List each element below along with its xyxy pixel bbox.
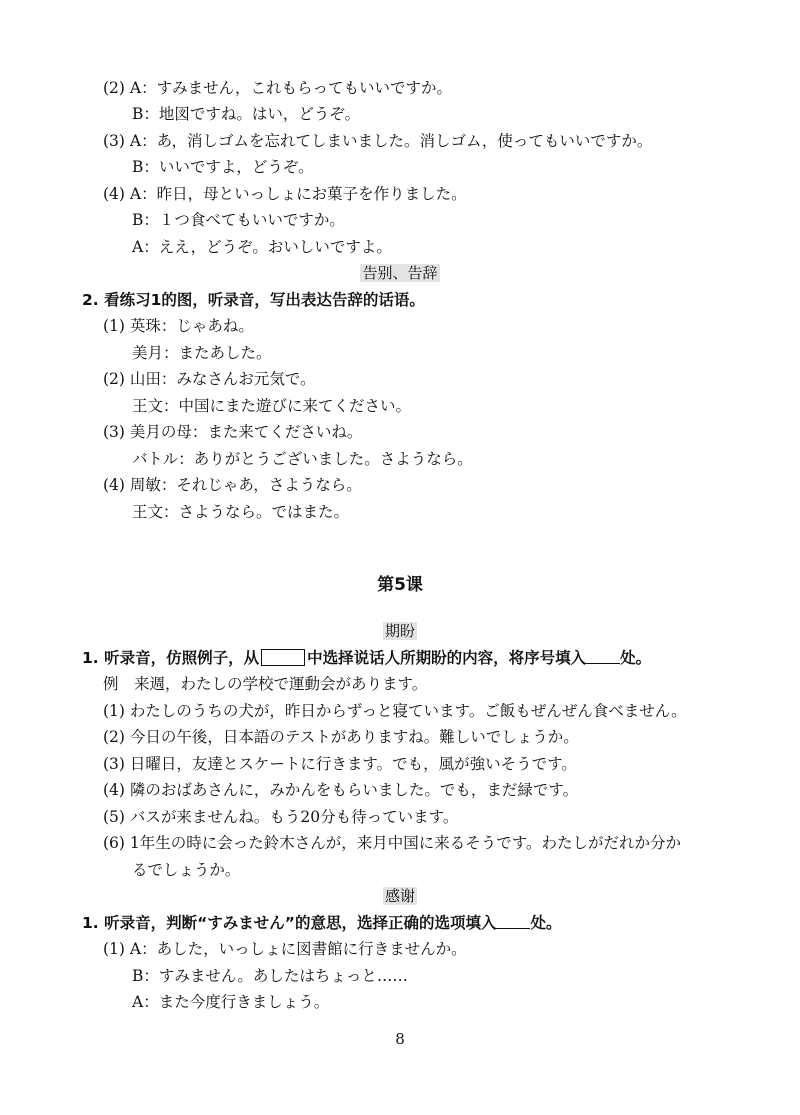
question-2: 2. 看练习1的图，听录音，写出表达告辞的话语。: [82, 291, 425, 309]
dialogue-line: (1) A：あした，いっしょに図書館に行きませんか。: [103, 940, 467, 958]
example-line: 例 来週，わたしの学校で運動会があります。: [103, 675, 428, 693]
dialogue-line: バトル：ありがとうございました。さようなら。: [132, 450, 473, 468]
dialogue-line: B：すみません。あしたはちょっと……: [132, 967, 408, 985]
dialogue-line: B：１つ食べてもいいですか。: [132, 211, 345, 229]
lesson-title: 第5课: [377, 575, 423, 595]
item-line: (3) 日曜日，友達とスケートに行きます。でも，風が強いそうです。: [103, 755, 577, 773]
item-line-continued: るでしょうか。: [132, 861, 241, 879]
item-line: (2) 今日の午後，日本語のテストがありますね。難しいでしょうか。: [103, 728, 579, 746]
section-header-thanks: 感谢: [384, 887, 415, 905]
item-line: (5) バスが来ませんね。もう20分も待っています。: [103, 808, 459, 826]
dialogue-line: (2) 山田：みなさんお元気で。: [103, 370, 316, 388]
answer-blank: [496, 914, 530, 929]
dialogue-line: 美月：またあした。: [132, 344, 272, 362]
dialogue-line: (4) A：昨日，母といっしょにお菓子を作りました。: [103, 185, 467, 203]
section-header-farewell: 告别、告辞: [362, 264, 438, 282]
dialogue-line: 王文：さようなら。ではまた。: [132, 503, 350, 521]
question-1-thanks: 1. 听录音，判断“すみません”的意思，选择正确的选项填入 处。: [82, 914, 562, 932]
dialogue-line: B：地図ですね。はい，どうぞ。: [132, 105, 361, 123]
dialogue-line: (3) A：あ，消しゴムを忘れてしまいました。消しゴム，使ってもいいですか。: [103, 132, 653, 150]
dialogue-line: (3) 美月の母：また来てくださいね。: [103, 423, 363, 441]
dialogue-line: B：いいですよ，どうぞ。: [132, 158, 314, 176]
dialogue-line: 王文：中国にまた遊びに来てください。: [132, 397, 412, 415]
dialogue-line: A：ええ，どうぞ。おいしいですよ。: [132, 238, 392, 256]
answer-blank: [586, 649, 620, 664]
question-1-expect: 1. 听录音，仿照例子，从 中选择说话人所期盼的内容，将序号填入 处。: [82, 649, 652, 667]
item-line: (1) わたしのうちの犬が，昨日からずっと寝ています。ご飯もぜんぜん食べません。: [103, 702, 687, 720]
dialogue-line: (1) 英珠：じゃあね。: [103, 317, 254, 335]
page-number: 8: [395, 1030, 405, 1048]
answer-choice-box: [261, 649, 305, 666]
dialogue-line: A：また今度行きましょう。: [132, 993, 330, 1011]
dialogue-line: (2) A：すみません，これもらってもいいですか。: [103, 79, 453, 97]
item-line: (4) 隣のおばあさんに，みかんをもらいました。でも，まだ緑です。: [103, 781, 579, 799]
dialogue-line: (4) 周敏：それじゃあ，さようなら。: [103, 476, 362, 494]
section-header-expect: 期盼: [384, 622, 415, 640]
item-line: (6) 1年生の時に会った鈴木さんが，来月中国に来るそうです。わたしがだれか分か: [103, 834, 682, 852]
